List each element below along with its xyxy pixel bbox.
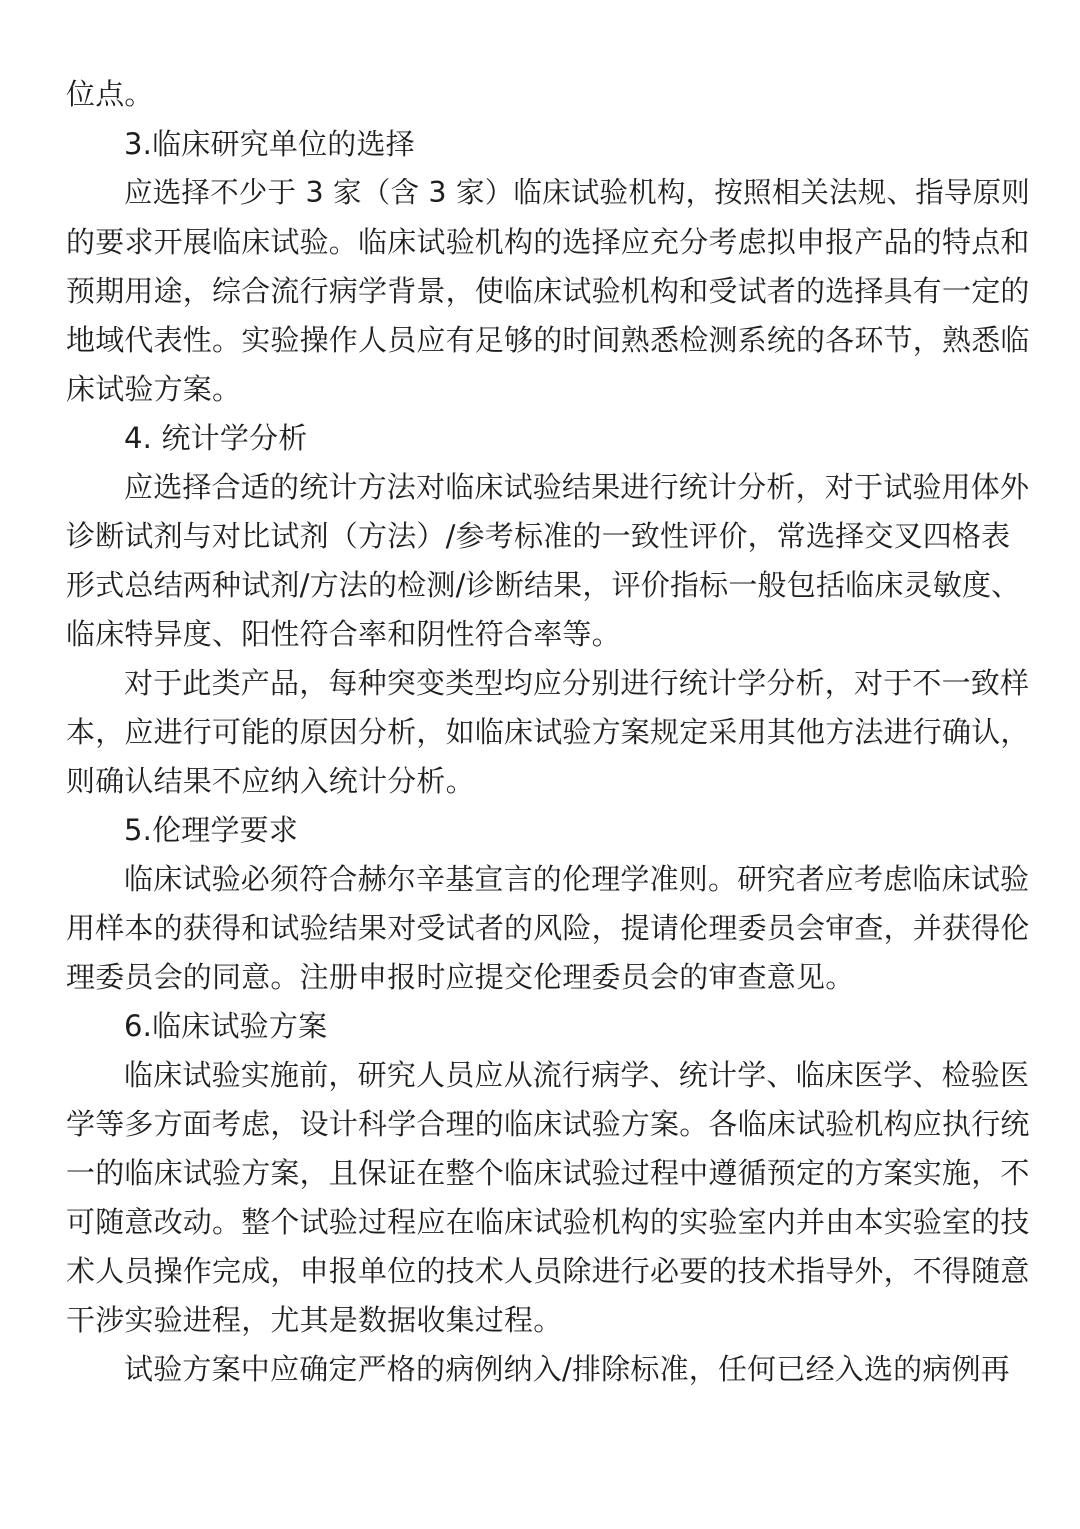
text-line: 床试验方案。 xyxy=(66,372,242,406)
section-heading-5: 5.伦理学要求 xyxy=(124,813,299,847)
text-line: 临床试验必须符合赫尔辛基宣言的伦理学准则。研究者应考虑临床试验 xyxy=(124,862,1030,896)
section-heading-4: 4. 统计学分析 xyxy=(124,421,308,455)
text-line: 临床特异度、阳性符合率和阴性符合率等。 xyxy=(66,617,621,651)
text-line: 临床试验实施前，研究人员应从流行病学、统计学、临床医学、检验医 xyxy=(124,1058,1030,1092)
text-line: 诊断试剂与对比试剂（方法）/参考标准的一致性评价，常选择交叉四格表 xyxy=(66,519,1011,553)
text-line: 应选择不少于 3 家（含 3 家）临床试验机构，按照相关法规、指导原则 xyxy=(124,176,1031,209)
text-line: 应选择合适的统计方法对临床试验结果进行统计分析，对于试验用体外 xyxy=(124,470,1030,504)
text-line: 术人员操作完成，申报单位的技术人员除进行必要的技术指导外，不得随意 xyxy=(66,1254,1030,1288)
section-heading-6: 6.临床试验方案 xyxy=(124,1009,328,1043)
text-line: 理委员会的同意。注册申报时应提交伦理委员会的审查意见。 xyxy=(66,960,855,994)
text-line: 一的临床试验方案，且保证在整个临床试验过程中遵循预定的方案实施，不 xyxy=(66,1156,1030,1190)
text-line: 预期用途，综合流行病学背景，使临床试验机构和受试者的选择具有一定的 xyxy=(66,274,1030,308)
text-line: 本，应进行可能的原因分析，如临床试验方案规定采用其他方法进行确认， xyxy=(66,715,1030,749)
text-line: 用样本的获得和试验结果对受试者的风险，提请伦理委员会审查，并获得伦 xyxy=(66,911,1030,945)
text-line: 干涉实验进程，尤其是数据收集过程。 xyxy=(66,1303,563,1337)
text-line: 学等多方面考虑，设计科学合理的临床试验方案。各临床试验机构应执行统 xyxy=(66,1107,1030,1141)
section-heading-3: 3.临床研究单位的选择 xyxy=(124,127,415,161)
text-line: 位点。 xyxy=(66,77,154,111)
text-line: 的要求开展临床试验。临床试验机构的选择应充分考虑拟申报产品的特点和 xyxy=(66,225,1030,259)
text-line: 形式总结两种试剂/方法的检测/诊断结果，评价指标一般包括临床灵敏度、 xyxy=(66,568,1021,602)
text-line: 可随意改动。整个试验过程应在临床试验机构的实验室内并由本实验室的技 xyxy=(66,1205,1030,1239)
text-line: 地域代表性。实验操作人员应有足够的时间熟悉检测系统的各环节，熟悉临 xyxy=(66,323,1030,357)
text-line: 则确认结果不应纳入统计分析。 xyxy=(66,764,475,798)
text-line: 对于此类产品，每种突变类型均应分别进行统计学分析，对于不一致样 xyxy=(124,666,1030,700)
text-line: 试验方案中应确定严格的病例纳入/排除标准，任何已经入选的病例再 xyxy=(124,1352,1010,1386)
